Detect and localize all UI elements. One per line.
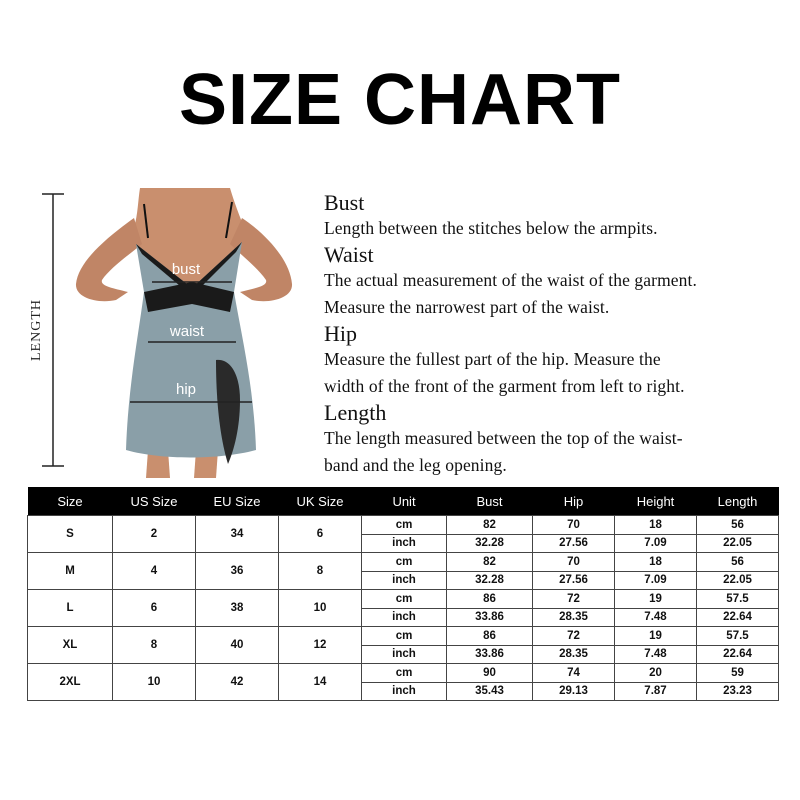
column-header: UK Size	[279, 487, 362, 516]
us-size-cell: 10	[113, 664, 196, 701]
hip-label: hip	[175, 381, 197, 398]
height-cell: 7.48	[615, 608, 697, 627]
right-arm	[230, 218, 292, 301]
column-header: Hip	[533, 487, 615, 516]
bust-cell: 90	[447, 664, 533, 683]
length-cell: 57.5	[697, 627, 779, 646]
height-cell: 7.87	[615, 682, 697, 701]
uk-size-cell: 14	[279, 664, 362, 701]
hip-cell: 27.56	[533, 571, 615, 590]
unit-cell: cm	[362, 590, 447, 609]
length-label: LENGTH	[29, 299, 44, 361]
length-description	[324, 400, 794, 479]
bust-label: bust	[171, 261, 201, 278]
unit-cell: inch	[362, 608, 447, 627]
eu-size-cell: 40	[196, 627, 279, 664]
eu-size-cell: 36	[196, 553, 279, 590]
unit-cell: inch	[362, 534, 447, 553]
column-header: Unit	[362, 487, 447, 516]
length-cell: 56	[697, 516, 779, 535]
hip-cell: 28.35	[533, 608, 615, 627]
size-cell: L	[28, 590, 113, 627]
bust-cell: 86	[447, 590, 533, 609]
unit-cell: cm	[362, 553, 447, 572]
table-row	[28, 516, 779, 535]
height-cell: 18	[615, 553, 697, 572]
height-cell: 7.09	[615, 571, 697, 590]
table-row	[28, 664, 779, 683]
height-cell: 7.09	[615, 534, 697, 553]
bust-cell: 86	[447, 627, 533, 646]
bust-cell: 82	[447, 516, 533, 535]
description-heading: Hip	[324, 321, 357, 346]
description-line: Length between the stitches below the armpits.	[324, 218, 658, 238]
unit-cell: inch	[362, 571, 447, 590]
uk-size-cell: 6	[279, 516, 362, 553]
column-header: US Size	[113, 487, 196, 516]
bust-cell: 35.43	[447, 682, 533, 701]
page-title: SIZE CHART	[179, 60, 621, 140]
us-size-cell: 4	[113, 553, 196, 590]
description-heading: Length	[324, 400, 387, 425]
height-cell: 18	[615, 516, 697, 535]
description-line: The length measured between the top of the waist-	[324, 428, 683, 448]
description-heading: Bust	[324, 190, 365, 215]
description-line: width of the front of the garment from left to right.	[324, 376, 685, 396]
height-cell: 7.48	[615, 645, 697, 664]
height-cell: 19	[615, 590, 697, 609]
eu-size-cell: 34	[196, 516, 279, 553]
table-row	[28, 627, 779, 646]
waist-label: waist	[169, 323, 205, 340]
bust-cell: 82	[447, 553, 533, 572]
bust-cell: 32.28	[447, 534, 533, 553]
unit-cell: inch	[362, 682, 447, 701]
hip-cell: 28.35	[533, 645, 615, 664]
bust-cell: 33.86	[447, 608, 533, 627]
size-cell: XL	[28, 627, 113, 664]
waist-description	[324, 242, 794, 321]
unit-cell: cm	[362, 627, 447, 646]
height-cell: 19	[615, 627, 697, 646]
table-header-row	[28, 487, 779, 516]
hip-cell: 72	[533, 627, 615, 646]
eu-size-cell: 38	[196, 590, 279, 627]
hip-cell: 74	[533, 664, 615, 683]
description-line: Measure the narrowest part of the waist.	[324, 297, 610, 317]
bust-cell: 33.86	[447, 645, 533, 664]
description-line: Measure the fullest part of the hip. Measure the	[324, 349, 661, 369]
description-heading: Waist	[324, 242, 374, 267]
hip-description	[324, 321, 794, 400]
garment-illustration	[20, 188, 320, 478]
column-header: EU Size	[196, 487, 279, 516]
bust-cell: 32.28	[447, 571, 533, 590]
bust-description	[324, 190, 794, 242]
table-body	[28, 516, 779, 701]
length-cell: 23.23	[697, 682, 779, 701]
length-cell: 22.05	[697, 534, 779, 553]
length-cell: 22.64	[697, 608, 779, 627]
height-cell: 20	[615, 664, 697, 683]
us-size-cell: 8	[113, 627, 196, 664]
length-cell: 59	[697, 664, 779, 683]
us-size-cell: 2	[113, 516, 196, 553]
hip-cell: 70	[533, 553, 615, 572]
size-cell: M	[28, 553, 113, 590]
column-header: Bust	[447, 487, 533, 516]
length-cell: 57.5	[697, 590, 779, 609]
size-cell: S	[28, 516, 113, 553]
size-cell: 2XL	[28, 664, 113, 701]
uk-size-cell: 12	[279, 627, 362, 664]
hip-cell: 29.13	[533, 682, 615, 701]
measurement-descriptions	[324, 190, 794, 479]
us-size-cell: 6	[113, 590, 196, 627]
unit-cell: cm	[362, 664, 447, 683]
length-cell: 56	[697, 553, 779, 572]
table-row	[28, 590, 779, 609]
hip-cell: 70	[533, 516, 615, 535]
length-cell: 22.64	[697, 645, 779, 664]
eu-size-cell: 42	[196, 664, 279, 701]
column-header: Size	[28, 487, 113, 516]
description-line: band and the leg opening.	[324, 455, 507, 475]
length-cell: 22.05	[697, 571, 779, 590]
unit-cell: cm	[362, 516, 447, 535]
uk-size-cell: 8	[279, 553, 362, 590]
size-table	[27, 487, 779, 701]
hip-cell: 72	[533, 590, 615, 609]
hip-cell: 27.56	[533, 534, 615, 553]
description-line: The actual measurement of the waist of the garment.	[324, 270, 697, 290]
uk-size-cell: 10	[279, 590, 362, 627]
garment-figure	[20, 188, 320, 478]
column-header: Height	[615, 487, 697, 516]
unit-cell: inch	[362, 645, 447, 664]
table-row	[28, 553, 779, 572]
column-header: Length	[697, 487, 779, 516]
left-arm	[76, 218, 142, 301]
